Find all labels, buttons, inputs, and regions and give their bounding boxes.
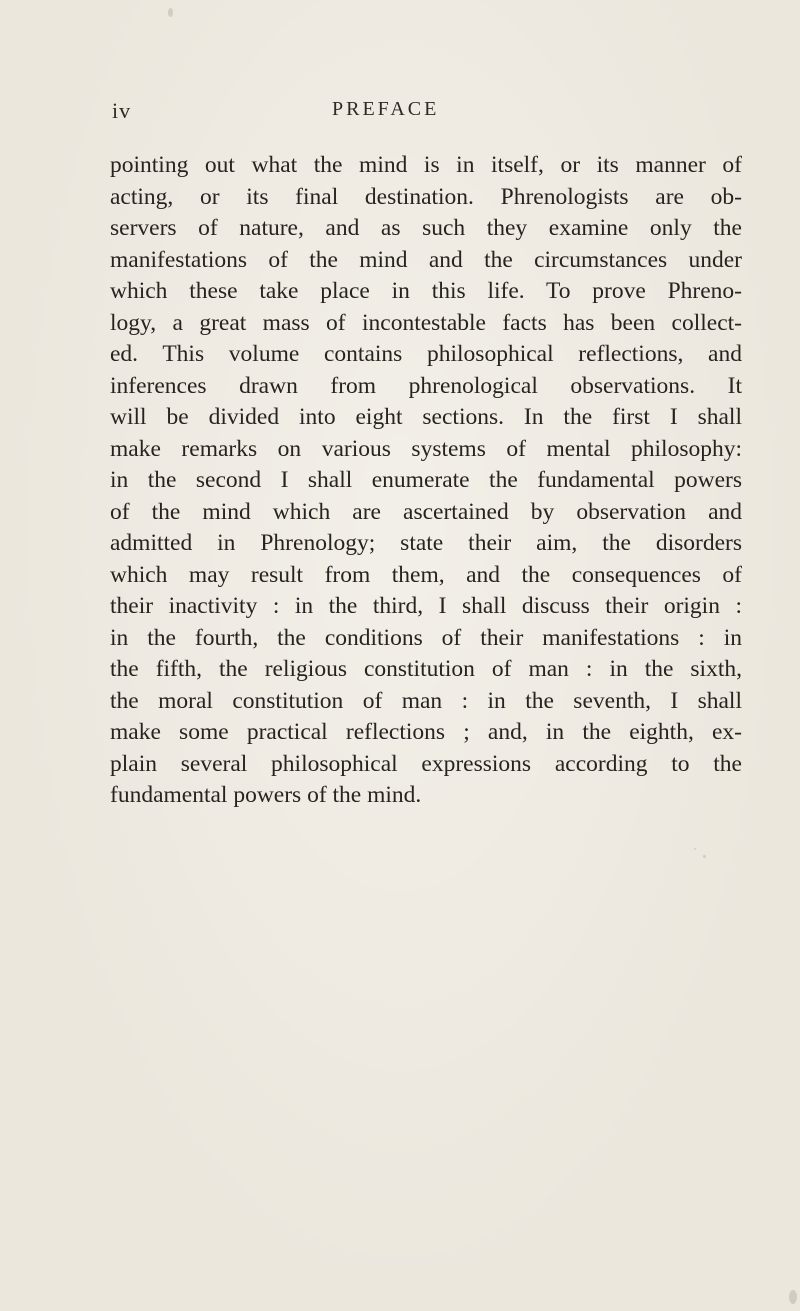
text-line: admitted in Phrenology; state their aim, the disorders <box>110 530 742 556</box>
text-line: which these take place in this life. To prove Phreno- <box>110 278 742 304</box>
paper-speck <box>168 8 173 17</box>
text-line: in the fourth, the conditions of their manifestations : in <box>110 624 742 651</box>
text-line: servers of nature, and as such they examine only the <box>110 215 742 241</box>
text-line: their inactivity : in the third, I shall discuss their origin : <box>110 593 742 619</box>
text-line: ed. This volume contains philosophical reflections, and <box>110 341 742 367</box>
page-number: iv <box>112 98 132 123</box>
paper-speck <box>703 855 706 858</box>
paper-speck <box>694 848 696 850</box>
paper-speck <box>789 1290 797 1304</box>
text-line: which may result from them, and the consequences of <box>110 561 742 588</box>
text-line: the fifth, the religious constitution of man : in the sixth, <box>110 656 742 682</box>
text-line: make some practical reflections ; and, in the eighth, ex- <box>110 719 742 745</box>
text-line: plain several philosophical expressions according to the <box>110 750 742 777</box>
text-line: manifestations of the mind and the circumstances under <box>110 246 742 273</box>
text-line: logy, a great mass of incontestable facts has been collect- <box>110 309 742 336</box>
text-line: of the mind which are ascertained by observation and <box>110 498 742 525</box>
running-head: PREFACE <box>332 98 440 120</box>
text-line: inferences drawn from phrenological observations. It <box>110 372 742 399</box>
text-line: acting, or its final destination. Phrenologists are ob- <box>110 183 742 210</box>
text-line: will be divided into eight sections. In the first I shall <box>110 404 742 430</box>
body-paragraph <box>110 150 742 812</box>
text-line: pointing out what the mind is in itself, or its manner of <box>110 152 742 178</box>
text-line: in the second I shall enumerate the fundamental powers <box>110 467 742 493</box>
text-line: make remarks on various systems of mental philosophy: <box>110 435 742 462</box>
page-header <box>110 98 738 132</box>
text-line: the moral constitution of man : in the seventh, I shall <box>110 687 742 714</box>
text-line: fundamental powers of the mind. <box>110 782 422 808</box>
